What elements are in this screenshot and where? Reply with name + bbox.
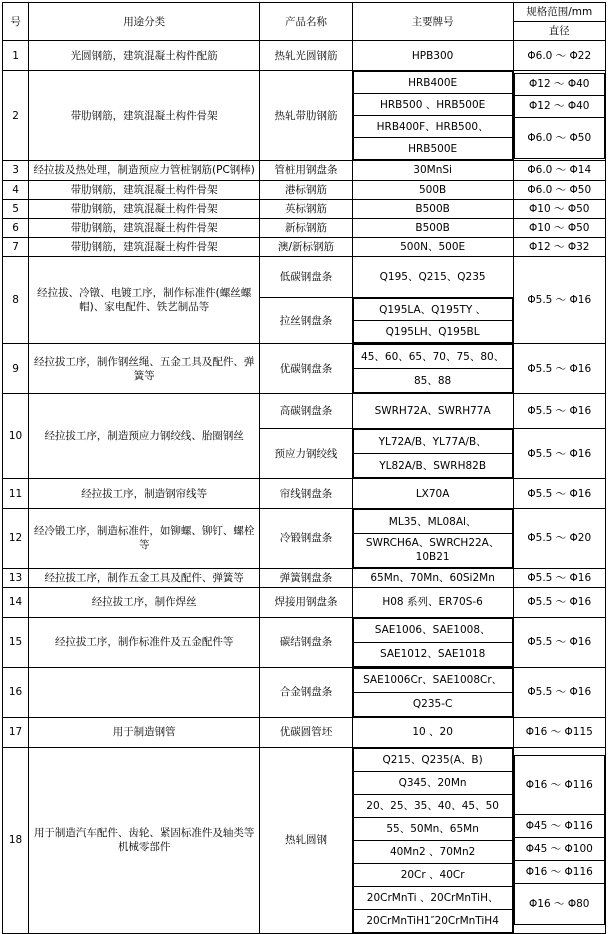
row-spec: Φ10 ～ Φ50 — [513, 218, 605, 237]
row-grade: 10 、20 — [352, 717, 513, 747]
row-number: 2 — [3, 71, 29, 161]
grade-line: YL82A/B、SWRH82B — [353, 454, 512, 478]
row-spec: Φ10 ～ Φ50 — [513, 199, 605, 218]
grade-line: Q345、20Mn — [353, 771, 512, 794]
row-grade: HPB300 — [352, 41, 513, 71]
row-number: 5 — [3, 199, 29, 218]
row-grade-group — [352, 344, 513, 394]
table-row — [3, 71, 606, 161]
grade-sublist — [353, 618, 513, 667]
row-product: 帘线钢盘条 — [260, 479, 352, 509]
row-spec: Φ6.0 ～ Φ50 — [513, 180, 605, 199]
grade-sublist — [353, 344, 513, 393]
row-spec: Φ5.5 ～ Φ20 — [513, 509, 605, 568]
row-number: 14 — [3, 587, 29, 617]
row-grade-group — [352, 667, 513, 717]
grade-line: Q195LA、Q195TY 、 — [353, 299, 512, 321]
grade-line: Q215、Q235(A、B) — [353, 748, 512, 771]
row-spec: Φ5.5 ～ Φ16 — [513, 344, 605, 394]
row-usage: 经拉拔工序，制造钢帘线等 — [29, 479, 260, 509]
grade-line: SAE1012、SAE1018 — [353, 642, 512, 666]
row-usage: 经拉拔工序，制作焊丝 — [29, 587, 260, 617]
row-usage: 经拉拔工序，制作五金工具及配件、弹簧等 — [29, 568, 260, 587]
row-grade-group — [352, 509, 513, 568]
row-grade-group — [352, 429, 513, 479]
row-product: 合金钢盘条 — [260, 667, 352, 717]
steel-products-table — [2, 2, 606, 934]
row-usage: 经拉拔工序，制造预应力钢绞线、胎圈钢丝 — [29, 394, 260, 479]
row-usage: 带肋钢筋，建筑混凝土构件骨架 — [29, 71, 260, 161]
grade-sublist — [353, 748, 513, 933]
grade-line: 55、50Mn、65Mn — [353, 817, 512, 840]
row-number: 6 — [3, 218, 29, 237]
grade-line: 20Cr 、40Cr — [353, 863, 512, 886]
spec-sublist — [514, 73, 605, 159]
row-grade-group — [352, 747, 513, 933]
row-product: 热轧光圆钢筋 — [260, 41, 352, 71]
grade-line: Q195LH、Q195BL — [353, 321, 512, 343]
grade-line: ML35、ML08Al、 — [353, 510, 512, 534]
row-grade-group — [352, 617, 513, 667]
row-product: 港标钢筋 — [260, 180, 352, 199]
grade-sublist — [353, 509, 513, 567]
row-grade-group — [352, 298, 513, 344]
row-product: 弹簧钢盘条 — [260, 568, 352, 587]
row-usage: 带肋钢筋，建筑混凝土构件骨架 — [29, 180, 260, 199]
row-usage: 用于制造汽车配件、齿轮、紧固标准件及轴类等机械零部件 — [29, 747, 260, 933]
grade-sublist — [353, 71, 513, 160]
table-row — [3, 717, 606, 747]
row-grade: 65Mn、70Mn、60Si2Mn — [352, 568, 513, 587]
row-product: 管桩用钢盘条 — [260, 161, 352, 180]
spec-line: Φ45 ～ Φ116 — [514, 815, 604, 838]
grade-line: HRB400F、HRB500、 — [353, 116, 512, 138]
spec-line: Φ12 ～ Φ40 — [514, 95, 604, 117]
table-row — [3, 257, 606, 298]
row-product: 低碳钢盘条 — [260, 257, 352, 298]
row-number: 18 — [3, 747, 29, 933]
header-spec-range: 规格范围/mm — [513, 3, 605, 22]
row-product: 预应力钢绞线 — [260, 429, 352, 479]
row-number: 9 — [3, 344, 29, 394]
table-header — [3, 3, 606, 41]
row-grade: LX70A — [352, 479, 513, 509]
row-number: 15 — [3, 617, 29, 667]
header-product: 产品名称 — [260, 3, 352, 41]
row-usage — [29, 667, 260, 717]
grade-line: 45、60、65、70、75、80、 — [353, 345, 512, 369]
row-number: 12 — [3, 509, 29, 568]
row-spec: Φ5.5 ～ Φ16 — [513, 257, 605, 344]
row-grade: Q195、Q215、Q235 — [352, 257, 513, 298]
grade-line: YL72A/B、YL77A/B、 — [353, 430, 512, 454]
header-grade: 主要牌号 — [352, 3, 513, 41]
row-product: 拉丝钢盘条 — [260, 298, 352, 344]
row-spec: Φ5.5 ～ Φ16 — [513, 587, 605, 617]
grade-line: 20CrMnTi 、20CrMnTiH、 — [353, 886, 512, 909]
header-row-1 — [3, 3, 606, 22]
table-row — [3, 747, 606, 933]
table-row — [3, 218, 606, 237]
row-product: 焊接用钢盘条 — [260, 587, 352, 617]
row-number: 10 — [3, 394, 29, 479]
row-product: 热轧圆钢 — [260, 747, 352, 933]
row-spec: Φ5.5 ～ Φ16 — [513, 394, 605, 429]
row-product: 英标钢筋 — [260, 199, 352, 218]
table-body — [3, 41, 606, 933]
grade-line: SWRCH6A、SWRCH22A、10B21 — [353, 534, 512, 567]
row-number: 13 — [3, 568, 29, 587]
table-row — [3, 199, 606, 218]
row-grade: H08 系列、ER70S-6 — [352, 587, 513, 617]
table-row — [3, 568, 606, 587]
row-spec: Φ5.5 ～ Φ16 — [513, 429, 605, 479]
grade-line: SAE1006Cr、SAE1008Cr、 — [353, 668, 512, 692]
row-number: 4 — [3, 180, 29, 199]
row-product: 碳结钢盘条 — [260, 617, 352, 667]
row-spec-group — [513, 747, 605, 933]
spec-line: Φ45 ～ Φ100 — [514, 838, 604, 861]
row-grade-group — [352, 71, 513, 161]
row-number: 17 — [3, 717, 29, 747]
row-number: 7 — [3, 238, 29, 257]
row-product: 优碳圆管坯 — [260, 717, 352, 747]
row-product: 澳/新标钢筋 — [260, 238, 352, 257]
grade-line: HRB400E — [353, 72, 512, 94]
grade-sublist — [353, 668, 513, 717]
table-row — [3, 394, 606, 429]
header-no: 号 — [3, 3, 29, 41]
row-grade: SWRH72A、SWRH77A — [352, 394, 513, 429]
row-number: 16 — [3, 667, 29, 717]
row-usage: 经拉拔及热处理，制造预应力管桩钢筋(PC钢棒) — [29, 161, 260, 180]
grade-line: HRB500E — [353, 138, 512, 160]
row-usage: 用于制造钢管 — [29, 717, 260, 747]
table-row — [3, 161, 606, 180]
header-usage: 用途分类 — [29, 3, 260, 41]
grade-line: 20CrMnTiH1″20CrMnTiH4 — [353, 909, 512, 932]
row-usage: 经拉拔工序，制作钢丝绳、五金工具及配件、弹簧等 — [29, 344, 260, 394]
table-row — [3, 587, 606, 617]
table-row — [3, 667, 606, 717]
row-spec-group — [513, 71, 605, 161]
row-spec: Φ5.5 ～ Φ16 — [513, 667, 605, 717]
row-grade: B500B — [352, 199, 513, 218]
header-spec-diameter: 直径 — [513, 22, 605, 41]
spec-line: Φ16 ～ Φ80 — [514, 884, 604, 925]
row-product: 高碳钢盘条 — [260, 394, 352, 429]
row-spec: Φ12 ～ Φ32 — [513, 238, 605, 257]
table-row — [3, 180, 606, 199]
row-number: 1 — [3, 41, 29, 71]
row-number: 8 — [3, 257, 29, 344]
grade-sublist — [353, 298, 513, 343]
table-row — [3, 509, 606, 568]
grade-line: 85、88 — [353, 369, 512, 393]
grade-line: Q235-C — [353, 692, 512, 716]
table-row — [3, 344, 606, 394]
row-spec: Φ16 ～ Φ115 — [513, 717, 605, 747]
row-spec: Φ6.0 ～ Φ14 — [513, 161, 605, 180]
row-grade: 500N、500E — [352, 238, 513, 257]
table-row — [3, 479, 606, 509]
row-grade: 500B — [352, 180, 513, 199]
row-usage: 带肋钢筋，建筑混凝土构件骨架 — [29, 199, 260, 218]
row-number: 11 — [3, 479, 29, 509]
row-usage: 带肋钢筋，建筑混凝土构件骨架 — [29, 238, 260, 257]
grade-line: SAE1006、SAE1008、 — [353, 618, 512, 642]
row-usage: 带肋钢筋，建筑混凝土构件骨架 — [29, 218, 260, 237]
row-usage: 经冷锻工序，制造标准件，如铆螺、铆钉、螺栓等 — [29, 509, 260, 568]
row-product: 冷锻钢盘条 — [260, 509, 352, 568]
spec-line: Φ6.0 ～ Φ50 — [514, 117, 604, 158]
row-number: 3 — [3, 161, 29, 180]
table-row — [3, 617, 606, 667]
row-product: 热轧带肋钢筋 — [260, 71, 352, 161]
grade-line: 40Mn2 、70Mn2 — [353, 840, 512, 863]
row-usage: 经拉拔、冷镦、电镀工序，制作标准件(螺丝螺帽)、家电配件、铁艺制品等 — [29, 257, 260, 344]
row-usage: 光圆钢筋，建筑混凝土构件配筋 — [29, 41, 260, 71]
grade-line: 20、25、35、40、45、50 — [353, 794, 512, 817]
row-grade: 30MnSi — [352, 161, 513, 180]
row-product: 优碳钢盘条 — [260, 344, 352, 394]
spec-line: Φ16 ～ Φ116 — [514, 756, 604, 815]
grade-line: HRB500 、HRB500E — [353, 94, 512, 116]
spec-sublist — [514, 755, 605, 925]
row-spec: Φ5.5 ～ Φ16 — [513, 479, 605, 509]
spec-line: Φ16 ～ Φ116 — [514, 861, 604, 884]
table-row — [3, 238, 606, 257]
row-spec: Φ5.5 ～ Φ16 — [513, 617, 605, 667]
row-product: 新标钢筋 — [260, 218, 352, 237]
row-usage: 经拉拔工序，制作标准件及五金配件等 — [29, 617, 260, 667]
spec-line: Φ12 ～ Φ40 — [514, 73, 604, 95]
grade-sublist — [353, 429, 513, 478]
row-spec: Φ6.0 ～ Φ22 — [513, 41, 605, 71]
table-row — [3, 41, 606, 71]
row-grade: B500B — [352, 218, 513, 237]
row-spec: Φ5.5 ～ Φ16 — [513, 568, 605, 587]
